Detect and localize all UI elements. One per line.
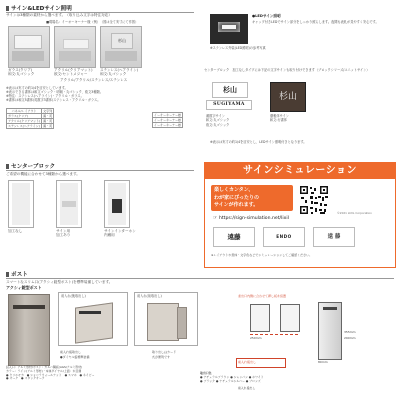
mailbox-elevation — [318, 302, 342, 360]
post-desc: スマートなスリム口(アクシィ錠型ポスト)を標準装備しています。 — [6, 280, 113, 284]
promo-sample-3: 遠 藤 — [313, 227, 355, 247]
block-sign — [56, 180, 82, 228]
sign-plate-caption-3: 優雅体サイン 和文:行書体 — [270, 114, 289, 123]
sign-text: 杉山 — [111, 33, 133, 49]
sign-plate-dark: 杉山 — [270, 82, 306, 112]
sign-caption-3: ステンレス(ヘアライン) 和文:丸ゴシック — [100, 68, 139, 77]
sign-plate-caption-2: 欧文:丸ゴシック — [206, 123, 230, 127]
promo-copyright: ©2021 LIXIL Corporation — [337, 211, 372, 215]
center-block-note: ※表示は実寸の約1/4を目安とし、LEDサイン照明付きとなります。 — [210, 140, 307, 144]
promo-sample-2: ENDO — [263, 227, 305, 247]
sign-simulation-promo — [204, 162, 396, 268]
front-insert-label: 前入れ(後取出し) — [61, 294, 86, 298]
sign-sample-glass — [8, 26, 50, 68]
dim-3: 290mm — [344, 336, 356, 340]
promo-url[interactable]: ☞ https://sign-simulation.net/lixil — [213, 215, 289, 221]
post-photo-front — [8, 294, 50, 366]
block-intercom — [104, 180, 130, 228]
dim-4: 80mm — [318, 360, 328, 364]
sign-subcaption: アクリル/アクリル/ステンレス/ステンレス — [60, 78, 128, 82]
promo-note: ※レイアウトや書体・文字色などでシミュレーションしてご確認ください。 — [211, 253, 313, 257]
divider — [6, 278, 394, 279]
block-plain — [8, 180, 34, 228]
post-callout-1: 前入れ後取出し ●ダイヤル錠標準装備 — [60, 350, 90, 359]
back-insert-label: 前入れ(前取出し) — [137, 294, 162, 298]
sign-plate-caption-1: 漢数字サイン 和文:丸ゴシック — [206, 114, 230, 123]
sign-sample-acrylic — [54, 26, 96, 68]
diagram-callout: 前入れ後出し — [236, 358, 286, 368]
section-desc: サインは3種類の素材から選べます。（取り込み文字は特注対応） — [6, 13, 112, 17]
post-subtitle: アクシィ錠型ポスト — [6, 285, 42, 290]
block-caption-2: サイン用 加工あり — [56, 229, 71, 238]
hand-pointer-icon: ☞ — [213, 215, 218, 221]
led-photo — [210, 14, 248, 44]
diagram-note: 差出口内側に合わせて押し板を設置 — [238, 294, 287, 298]
sign-table: パネル/レイアウト 文字列 ガラス(クリア) 漢・英 アクリル(クリアマット) 漢・英 ステンレス(ヘアライン) 漢・英 — [8, 109, 53, 128]
qr-code-icon — [299, 185, 329, 215]
center-block-desc: センターブロック 加工なしタイプには下記の文字サインも取り付けできます（ブロックシリーズ/ユニットサイン） — [204, 68, 370, 72]
led-title: ●LEDサイン照明 — [252, 14, 281, 18]
dimension-line — [250, 334, 298, 335]
post-callout-2: 取り出しはカード 式が便利です — [152, 350, 177, 359]
section-title-center-block: センターブロック — [6, 162, 55, 170]
sign-plate-kanji: 杉山 — [212, 82, 248, 98]
sample-row-label: ■現場名：イーオーキーナー様（例） （図は全て実寸にて作図） — [46, 20, 139, 24]
promo-sample-1: 遠藤 — [213, 227, 255, 247]
center-block-intro: ご希望の機能に合わせて3種類から選べます。 — [6, 172, 80, 176]
post-legend-right: 取出口色 ● ナチュラルブラウン ● シャンパン ● ホワイト ● ブラック ● ナチュラルシルバー ● ブロンズ — [200, 371, 264, 383]
sign-caption-1: ガラス(クリア) 和文:丸ゴシック — [8, 68, 35, 77]
led-desc: キャップ付きLEDでサイン部分をしっかり照らします。夜間も表札が見やすく安心です。 — [252, 20, 379, 24]
bottom-label-2: 前入れ後出し — [238, 386, 256, 390]
promo-title: サインシミュレーション — [205, 163, 395, 179]
section-title-sign: サイン&LEDサイン照明 — [6, 4, 72, 12]
block-caption-3: サインインターホン 内蔵用 — [104, 229, 136, 238]
post-diagram-back — [134, 292, 198, 346]
block-caption-1: 加工なし — [8, 229, 23, 233]
sign-table-2: イーオーキーナー様 イーオーキーナー様 イーオーキーナー様 — [154, 113, 181, 127]
post-legend-left: 投入口：アルミ形材/ポスト：ガルバ鋼板(AGS/アルミ形材) カラー：ライン(アルミ形材)・本体ダイヤル/上面：木目調 ● クリエモカ ● ショコラウォールナット ● スマホ ● ネイビー ● オーク ● スタックオーク — [6, 365, 95, 381]
promo-message: 楽しくカンタン、 わが家にぴったりの サインが作れます。 — [211, 185, 293, 211]
post-diagram-front — [58, 292, 128, 346]
divider — [6, 170, 194, 171]
mailbox-diagram-1 — [250, 304, 270, 332]
sign-sample-stainless — [100, 26, 142, 68]
dim-2: 355mm — [344, 330, 356, 334]
dim-1: 250mm — [250, 336, 262, 340]
sign-notes: ※表示は実寸の約1/4を目安としています。 ※表示できる書体は和文ゴシック・明朝・丸ゴシック、欧文3種類。 ※特注：ステンレス(ヘアライン)・アクリル・ガラス。 ※書体は和文5書体/英数字3書体/ステンレス・アクリル・ガラス。 — [6, 86, 103, 102]
mailbox-diagram-2 — [280, 304, 300, 332]
sign-plate-roman: SUGIYAMA — [206, 100, 252, 110]
sign-caption-2: アクリル(クリアマット) 欧文:セントメジャー — [54, 68, 93, 77]
led-caption: ※ステンレス外装(LED照明)の参考写真 — [210, 46, 266, 50]
section-title-post: ポスト — [6, 270, 28, 278]
